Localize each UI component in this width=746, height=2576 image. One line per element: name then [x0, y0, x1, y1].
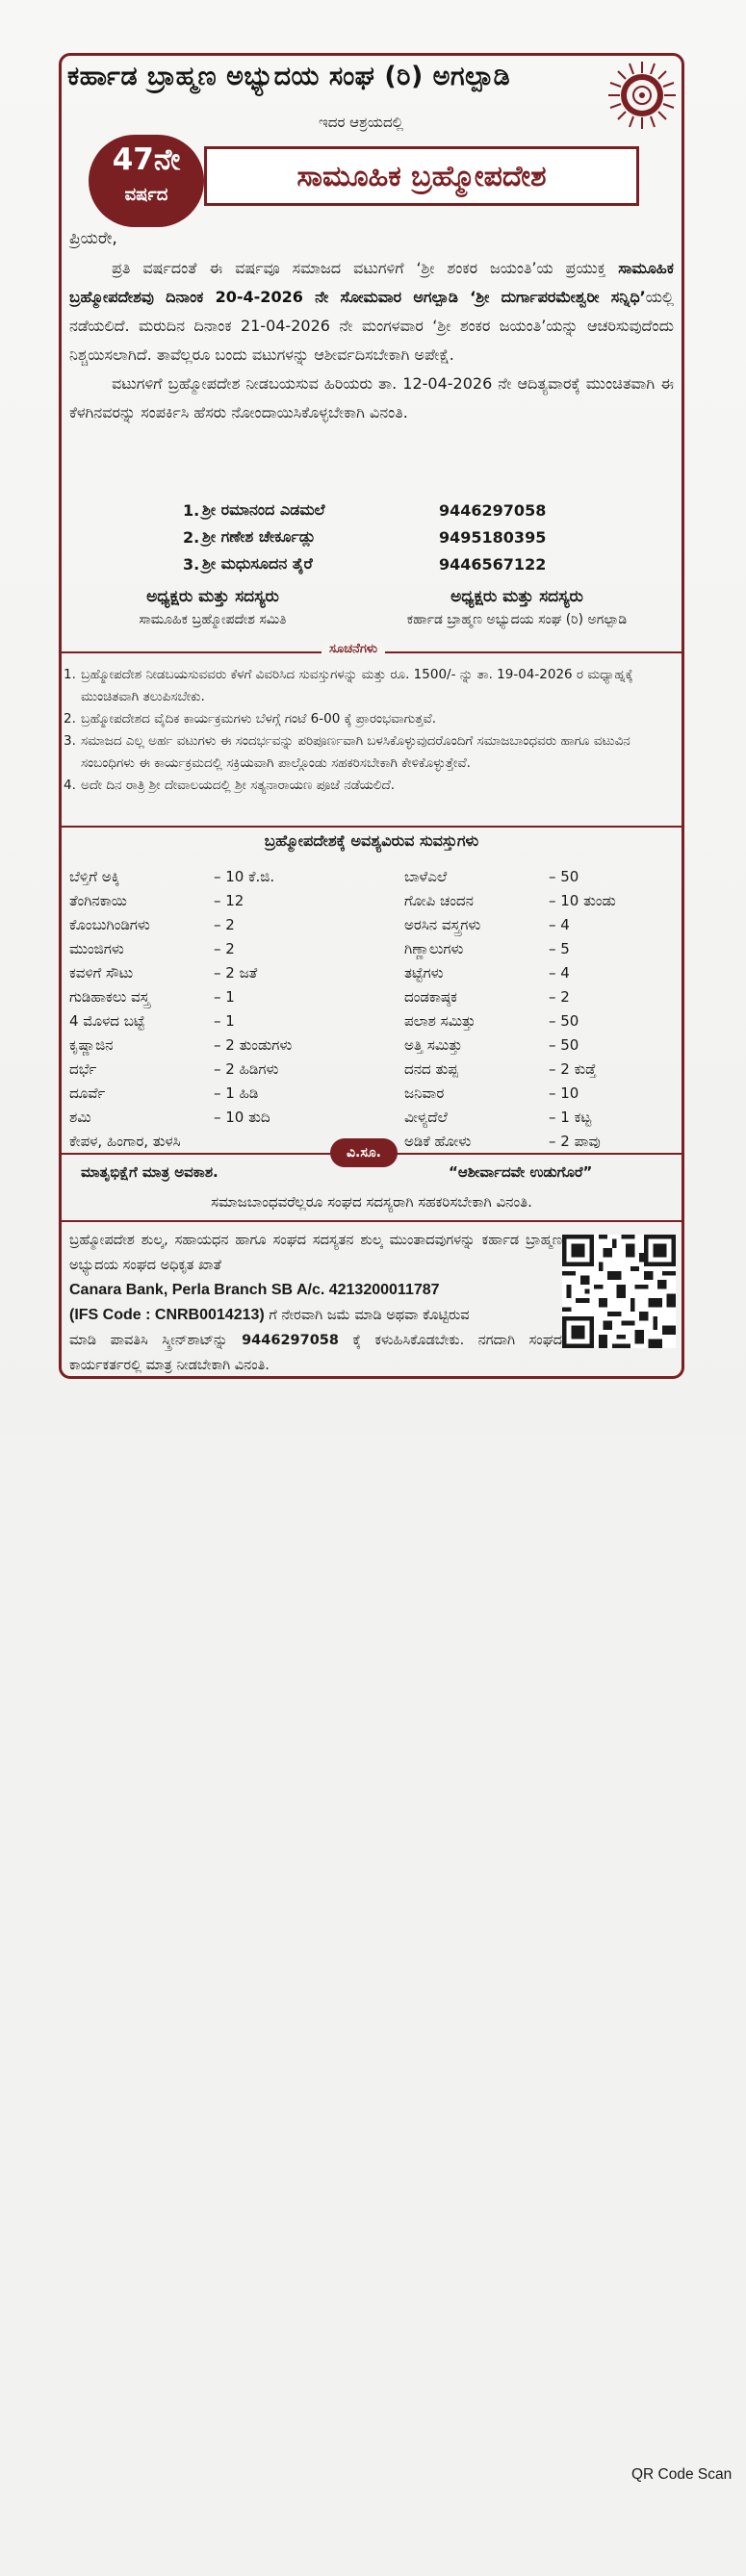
contact-name: ಶ್ರೀ ರಮಾನಂದ ಎಡಮಲೆ: [202, 500, 325, 519]
contact-phone: 9495180395: [439, 527, 547, 547]
item-name: ಗುಡಿಹಾಕಲು ವಸ್ತ್ರ: [69, 987, 150, 1006]
note-number: 3.: [64, 733, 76, 749]
item-name: ಅಡಿಕೆ ಹೋಳು: [404, 1132, 472, 1150]
contact-row: [183, 523, 587, 550]
blessing-note: “ಆಶೀರ್ವಾದವೇ ಉಡುಗೊರೆ”: [449, 1163, 593, 1181]
item-qty: – 10 ತುದಿ: [214, 1108, 270, 1126]
org-title: ಕರ್ಹಾಡ ಬ್ರಾಹ್ಮಣ ಅಭ್ಯುದಯ ಸಂಘ (ರಿ) ಅಗಲ್ಪಾಡಿ: [67, 62, 511, 91]
item-name: ದನದ ತುಪ್ಪ: [404, 1059, 458, 1078]
item-name: ಕೃಷ್ಣಾಜಿನ: [69, 1035, 114, 1054]
phone-rest: ಕ್ಕೆ ಕಳುಹಿಸಿಕೊಡಬೇಕು. ನಗದಾಗಿ ಸಂಘದ ಕಾರ್ಯಕರ್ತರಲ್ಲಿ ಮಾತ್ರ ನೀಡಬೇಕಾಗಿ ವಿನಂತಿ.: [69, 1333, 562, 1373]
bank-intro: ಬ್ರಹ್ಮೋಪದೇಶ ಶುಲ್ಕ, ಸಹಾಯಧನ ಹಾಗೂ ಸಂಘದ ಸದಸ್ಯತನ ಶುಲ್ಕ ಮುಂತಾದವುಗಳನ್ನು ಕರ್ಹಾಡ ಬ್ರಾಹ್ಮಣ ಅಭ್ಯುದಯ ಸಂಘದ ಅಧಿಕೃತ ಖಾತೆ: [69, 1233, 562, 1273]
para1-part-c: ಯಲ್ಲಿ ನಡೆಯಲಿದೆ. ಮರುದಿನ ದಿನಾಂಕ 21-04-2026 ನೇ ಮಂಗಳವಾರ ‘ಶ್ರೀ ಶಂಕರ ಜಯಂತಿ’ಯನ್ನು ಆಚರಿಸುವುದೆಂದು ನಿಶ್ಚಯಿಸಲಾಗಿದೆ. ತಾವೆಲ್ಲರೂ ಬಂದು ವಟುಗಳನ್ನು ಆಶೀರ್ವದಿಸಬೇಕಾಗಿ ಅಪೇಕ್ಷೆ.: [69, 288, 674, 364]
signature-right: [354, 587, 680, 627]
notes-heading: ಸೂಚನೆಗಳು: [322, 642, 385, 656]
list-item: [64, 664, 678, 708]
item-name: ಗೋಪಿ ಚಂದನ: [404, 891, 474, 909]
item-qty: – 2: [214, 915, 235, 933]
item-qty: – 4: [549, 963, 570, 982]
divider: [62, 826, 682, 828]
item-name: ದೂರ್ವೆ: [69, 1084, 106, 1102]
list-item: [69, 960, 320, 984]
contact-name: ಶ್ರೀ ಗಣೇಶ ಚೇರ್ಕೂಡ್ಲು: [202, 527, 316, 546]
item-name: ಮುಂಜಿಗಳು: [69, 939, 124, 957]
signature-left-org: ಸಾಮೂಹಿಕ ಬ್ರಹ್ಮೋಪದೇಶ ಸಮಿತಿ: [139, 612, 287, 627]
item-name: ಗಿಣ್ಣಾಲುಗಳು: [404, 939, 464, 957]
contact-row: [183, 497, 587, 523]
list-item: [69, 912, 320, 936]
item-name: ಕವಳಿಗೆ ಸೌಟು: [69, 963, 134, 982]
note-text: ಸಮಾಜದ ಎಲ್ಲ ಅರ್ಹ ವಟುಗಳು ಈ ಸಂದರ್ಭವನ್ನು ಪರಿಪೂರ್ಣವಾಗಿ ಬಳಸಿಕೊಳ್ಳುವುದರೊಂದಿಗೆ ಸಮಾಜಬಾಂಧವರು ಹಾಗೂ ವಟುವಿನ ಸಂಬಂಧಿಗಳು ಈ ಕಾರ್ಯಕ್ರಮದಲ್ಲಿ ಸಕ್ರಿಯವಾಗಿ ಪಾಲ್ಗೊಂಡು ಸಹಕರಿಸಬೇಕಾಗಿ ಕೇಳಿಕೊಳ್ಳುತ್ತೇವೆ.: [81, 733, 630, 771]
list-item: [69, 1081, 320, 1105]
list-item: [404, 1008, 655, 1033]
signature-left: [73, 587, 352, 627]
note-number: 2.: [64, 711, 76, 727]
item-name: ಪಲಾಶ ಸಮಿತ್ತು: [404, 1011, 476, 1030]
item-name: ಅತ್ತಿ ಸಮಿತ್ತು: [404, 1035, 463, 1054]
qr-rest: ಮಾಡಿ ಪಾವತಿಸಿ ಸ್ಕ್ರೀನ್‌ಶಾಟ್‌ನ್ನು: [69, 1333, 243, 1348]
list-item: [69, 1033, 320, 1057]
list-item: [69, 1129, 320, 1153]
list-item: [404, 1105, 655, 1129]
contact-number: 2.: [183, 527, 200, 547]
item-qty: – 10 ತುಂಡು: [549, 891, 616, 909]
item-qty: – 2 ಜತೆ: [214, 963, 258, 982]
list-item: [69, 888, 320, 912]
item-name: ಕೇಪಳ, ಹಿಂಗಾರ, ತುಳಸಿ: [69, 1132, 181, 1150]
list-item: [404, 888, 655, 912]
list-item: [404, 1033, 655, 1057]
item-name: ದಂಡಕಾಷ್ಠಕ: [404, 987, 457, 1006]
letter-body: [69, 254, 674, 427]
subtitle: ಇದರ ಆಶ್ರಯದಲ್ಲಿ: [319, 114, 403, 131]
item-name: ಕೊಂಬುಗಿಂಡಿಗಳು: [69, 915, 150, 933]
item-name: ತಟ್ಟೆಗಳು: [404, 963, 444, 982]
list-item: [69, 864, 320, 888]
item-qty: – 50: [549, 1035, 579, 1054]
item-name: ಬೆಳ್ತಿಗೆ ಅಕ್ಕಿ: [69, 867, 120, 885]
divider: [397, 1153, 682, 1155]
list-item: [404, 936, 655, 960]
item-qty: – 2 ಪಾವು: [549, 1132, 601, 1150]
signature-right-org: ಕರ್ಹಾಡ ಬ್ರಾಹ್ಮಣ ಅಭ್ಯುದಯ ಸಂಘ (ರಿ) ಅಗಲ್ಪಾಡಿ: [406, 612, 628, 627]
list-item: [64, 775, 678, 797]
item-qty: – 2: [549, 987, 570, 1006]
contact-number: 1.: [183, 500, 200, 520]
item-qty: – 10: [549, 1084, 579, 1102]
item-qty: – 1 ಹಿಡಿ: [214, 1084, 259, 1102]
list-item: [64, 708, 678, 730]
items-right-column: [404, 864, 655, 1153]
list-item: [64, 730, 678, 775]
limited-note: ಮಾತೃಭಿಕ್ಷೆಗೆ ಮಾತ್ರ ಅವಕಾಶ.: [81, 1163, 219, 1181]
item-name: 4 ಮೊಳದ ಬಟ್ಟೆ: [69, 1011, 145, 1030]
signature-left-title: ಅಧ್ಯಕ್ಷರು ಮತ್ತು ಸದಸ್ಯರು: [146, 587, 279, 606]
contact-phone: 9446297058: [439, 500, 547, 520]
item-qty: – 2 ಹಿಡಿಗಳು: [214, 1059, 279, 1078]
item-name: ತೆಂಗಿನಕಾಯಿ: [69, 891, 127, 909]
item-qty: – 2: [214, 939, 235, 957]
bank-account: Canara Bank, Perla Branch SB A/c. 4213200011787: [69, 1282, 440, 1298]
item-qty: – 12: [214, 891, 244, 909]
list-item: [404, 960, 655, 984]
item-qty: – 5: [549, 939, 570, 957]
list-item: [69, 984, 320, 1008]
item-qty: – 50: [549, 1011, 579, 1030]
items-left-column: [69, 864, 320, 1153]
item-name: ದರ್ಭೆ: [69, 1059, 97, 1078]
paragraph-2: ವಟುಗಳಿಗೆ ಬ್ರಹ್ಮೋಪದೇಶ ನೀಡಬಯಸುವ ಹಿರಿಯರು ತಾ. 12-04-2026 ನೇ ಆದಿತ್ಯವಾರಕ್ಕೆ ಮುಂಚಿತವಾಗಿ ಈ ಕೆಳಗಿನವರನ್ನು ಸಂಪರ್ಕಿಸಿ ಹೆಸರು ನೋಂದಾಯಿಸಿಕೊಳ್ಳಬೇಕಾಗಿ ವಿನಂತಿ.: [69, 374, 674, 421]
list-item: [404, 1081, 655, 1105]
item-qty: – 10 ಕೆ.ಜಿ.: [214, 867, 275, 885]
contact-row: [183, 550, 587, 577]
item-name: ಶಮಿ: [69, 1108, 91, 1126]
bank-details: [69, 1228, 733, 2483]
ifs-rest: ಗೆ ನೇರವಾಗಿ ಜಮೆ ಮಾಡಿ ಅಥವಾ ಕೊಟ್ಟಿರುವ: [264, 1308, 470, 1323]
item-name: ಬಾಳೆಎಲೆ: [404, 867, 448, 885]
contact-name: ಶ್ರೀ ಮಧುಸೂದನ ತೈರೆ: [202, 554, 313, 573]
item-qty: – 1 ಕಟ್ಟ: [549, 1108, 592, 1126]
para1-part-a: ಪ್ರತಿ ವರ್ಷದಂತೆ ಈ ವರ್ಷವೂ ಸಮಾಜದ ವಟುಗಳಿಗೆ ‘ಶ್ರೀ ಶಂಕರ ಜಯಂತಿ’ಯ ಪ್ರಯುಕ್ತ: [112, 259, 619, 277]
paragraph-1: [69, 254, 674, 370]
list-item: [69, 1105, 320, 1129]
para1-part-b: ಸಾಮೂಹಿಕ ಬ್ರಹ್ಮೋಪದೇಶವು ದಿನಾಂಕ 20-4-2026 ನೇ ಸೋಮವಾರ ಅಗಲ್ಪಾಡಿ ‘ಶ್ರೀ ದುರ್ಗಾಪರಮೇಶ್ವರೀ ಸನ್ನಿಧಿ’: [69, 259, 674, 306]
divider: [62, 1220, 682, 1222]
qr-scan-text: QR Code Scan: [631, 2466, 733, 2483]
note-number: 4.: [64, 778, 76, 793]
item-qty: – 2 ಕುಡ್ತೆ: [549, 1059, 597, 1078]
list-item: [404, 1129, 655, 1153]
note-number: 1.: [64, 667, 76, 682]
anniversary-badge: [89, 135, 204, 227]
signature-right-title: ಅಧ್ಯಕ್ಷರು ಮತ್ತು ಸದಸ್ಯರು: [450, 587, 583, 606]
contact-phone: 9446567122: [439, 554, 547, 574]
sun-emblem-icon: [606, 60, 678, 131]
item-qty: – 4: [549, 915, 570, 933]
list-item: [404, 1057, 655, 1081]
list-item: [404, 864, 655, 888]
badge-year: ವರ್ಷದ: [124, 185, 168, 205]
badge-number: 47ನೇ: [112, 142, 181, 177]
qr-code-icon[interactable]: [562, 1235, 676, 1348]
note-text: ಅದೇ ದಿನ ರಾತ್ರಿ ಶ್ರೀ ದೇವಾಲಯದಲ್ಲಿ ಶ್ರೀ ಸತ್ಯನಾರಾಯಣ ಪೂಜೆ ನಡೆಯಲಿದೆ.: [81, 778, 396, 793]
item-qty: – 50: [549, 867, 579, 885]
payment-phone: 9446297058: [242, 1333, 339, 1348]
ifs-code: (IFS Code : CNRB0014213): [69, 1307, 265, 1323]
list-item: [404, 984, 655, 1008]
list-item: [69, 936, 320, 960]
note-text: ಬ್ರಹ್ಮೋಪದೇಶದ ವೈದಿಕ ಕಾರ್ಯಕ್ರಮಗಳು ಬೆಳಗ್ಗೆ ಗಂಟೆ 6-00 ಕ್ಕೆ ಪ್ರಾರಂಭವಾಗುತ್ತವೆ.: [81, 711, 436, 727]
salutation: ಪ್ರಿಯರೇ,: [69, 229, 117, 248]
item-name: ಜನಿವಾರ: [404, 1084, 445, 1102]
membership-invite: ಸಮಾಜಬಾಂಧವರೆಲ್ಲರೂ ಸಂಘದ ಸದಸ್ಯರಾಗಿ ಸಹಕರಿಸಬೇಕಾಗಿ ವಿನಂತಿ.: [211, 1193, 532, 1211]
item-name: ವೀಳ್ಯದೆಲೆ: [404, 1108, 448, 1126]
item-qty: – 1: [214, 987, 235, 1006]
note-badge: ವಿ.ಸೂ.: [330, 1138, 398, 1167]
list-item: [404, 912, 655, 936]
list-item: [69, 1057, 320, 1081]
notes-list: [64, 664, 678, 797]
divider: [62, 1153, 331, 1155]
contact-number: 3.: [183, 554, 200, 574]
item-name: ಅರಸಿನ ವಸ್ತ್ರಗಳು: [404, 915, 481, 933]
note-text: ಬ್ರಹ್ಮೋಪದೇಶ ನೀಡಬಯಸುವವರು ಕೆಳಗೆ ವಿವರಿಸಿದ ಸುವಸ್ತುಗಳನ್ನು ಮತ್ತು ರೂ. 1500/- ನ್ನು ತಾ. 19-04-2026 ರ ಮಧ್ಯಾಹ್ನಕ್ಕೆ ಮುಂಚಿತವಾಗಿ ತಲುಪಿಸಬೇಕು.: [81, 667, 633, 704]
contacts-list: [183, 497, 587, 577]
item-qty: – 2 ತುಂಡುಗಳು: [214, 1035, 293, 1054]
items-title: ಬ್ರಹ್ಮೋಪದೇಶಕ್ಕೆ ಅವಶ್ಯವಿರುವ ಸುವಸ್ತುಗಳು: [264, 831, 479, 850]
event-banner: ಸಾಮೂಹಿಕ ಬ್ರಹ್ಮೋಪದೇಶ: [204, 146, 639, 206]
item-qty: – 1: [214, 1011, 235, 1030]
list-item: [69, 1008, 320, 1033]
